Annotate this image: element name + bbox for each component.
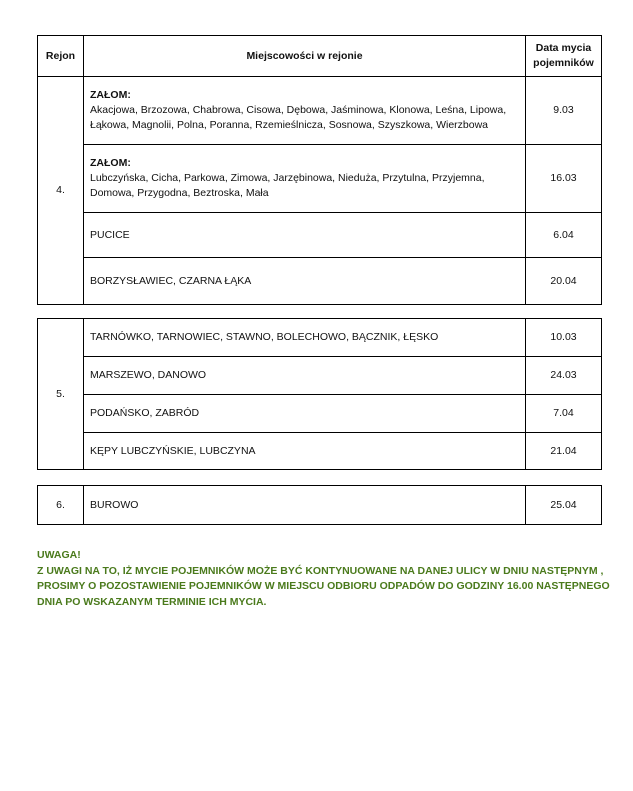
- places-prefix: ZAŁOM:: [90, 89, 131, 101]
- table-row: [38, 357, 602, 395]
- notice-line: PROSIMY O POZOSTAWIENIE POJEMNIKÓW W MIEJSCU ODBIORU ODPADÓW DO GODZINY 16.00 NASTĘPNEGO: [37, 580, 610, 592]
- region-cell: 4.: [38, 77, 84, 305]
- header-region: Rejon: [38, 36, 84, 77]
- table-row: [38, 258, 602, 305]
- notice: [37, 548, 610, 610]
- places-cell: [84, 145, 526, 213]
- region-cell: 5.: [38, 319, 84, 470]
- notice-line: Z UWAGI NA TO, IŻ MYCIE POJEMNIKÓW MOŻE BYĆ KONTYNUOWANE NA DANEJ ULICY W DNIU NASTĘPNYM ,: [37, 564, 604, 577]
- places-cell: TARNÓWKO, TARNOWIEC, STAWNO, BOLECHOWO, BĄCZNIK, ŁĘSKO: [84, 319, 526, 357]
- date-cell: 16.03: [526, 145, 602, 213]
- table-row: [38, 145, 602, 213]
- table-row: [38, 77, 602, 145]
- header-places: Miejscowości w rejonie: [84, 36, 526, 77]
- schedule-table-region-6: [37, 485, 602, 525]
- places-cell: PODAŃSKO, ZABRÓD: [84, 395, 526, 433]
- table-row: [38, 395, 602, 433]
- schedule-table-region-5: [37, 318, 602, 470]
- places-cell: BUROWO: [84, 486, 526, 525]
- places-cell: BORZYSŁAWIEC, CZARNA ŁĄKA: [84, 258, 526, 305]
- header-date-line2: pojemników: [533, 57, 594, 69]
- date-cell: 24.03: [526, 357, 602, 395]
- date-cell: 21.04: [526, 433, 602, 470]
- places-cell: MARSZEWO, DANOWO: [84, 357, 526, 395]
- places-line: Lubczyńska, Cicha, Parkowa, Zimowa, Jarzębinowa, Nieduża, Przytulna, Przyjemna,: [90, 172, 485, 184]
- table-row: [38, 486, 602, 525]
- places-cell: KĘPY LUBCZYŃSKIE, LUBCZYNA: [84, 433, 526, 470]
- date-cell: 20.04: [526, 258, 602, 305]
- table-header-row: [38, 36, 602, 77]
- date-cell: 9.03: [526, 77, 602, 145]
- places-line: Domowa, Przygodna, Beztroska, Mała: [90, 187, 269, 199]
- date-cell: 10.03: [526, 319, 602, 357]
- notice-title: UWAGA!: [37, 549, 81, 561]
- places-prefix: ZAŁOM:: [90, 157, 131, 169]
- date-cell: 6.04: [526, 213, 602, 258]
- table-row: [38, 433, 602, 470]
- places-cell: [84, 77, 526, 145]
- header-date-line1: Data mycia: [535, 42, 592, 54]
- places-cell: PUCICE: [84, 213, 526, 258]
- date-cell: 25.04: [526, 486, 602, 525]
- notice-line: DNIA PO WSKAZANYM TERMINIE ICH MYCIA.: [37, 595, 267, 608]
- places-line: Łąkowa, Magnolii, Polna, Poranna, Rzemieślnicza, Sosnowa, Szyszkowa, Wierzbowa: [90, 119, 489, 131]
- region-cell: 6.: [38, 486, 84, 525]
- table-row: [38, 213, 602, 258]
- header-date: [526, 36, 602, 77]
- places-line: Akacjowa, Brzozowa, Chabrowa, Cisowa, Dębowa, Jaśminowa, Klonowa, Leśna, Lipowa,: [90, 104, 507, 116]
- date-cell: 7.04: [526, 395, 602, 433]
- schedule-table-region-4: [37, 35, 602, 305]
- table-row: [38, 319, 602, 357]
